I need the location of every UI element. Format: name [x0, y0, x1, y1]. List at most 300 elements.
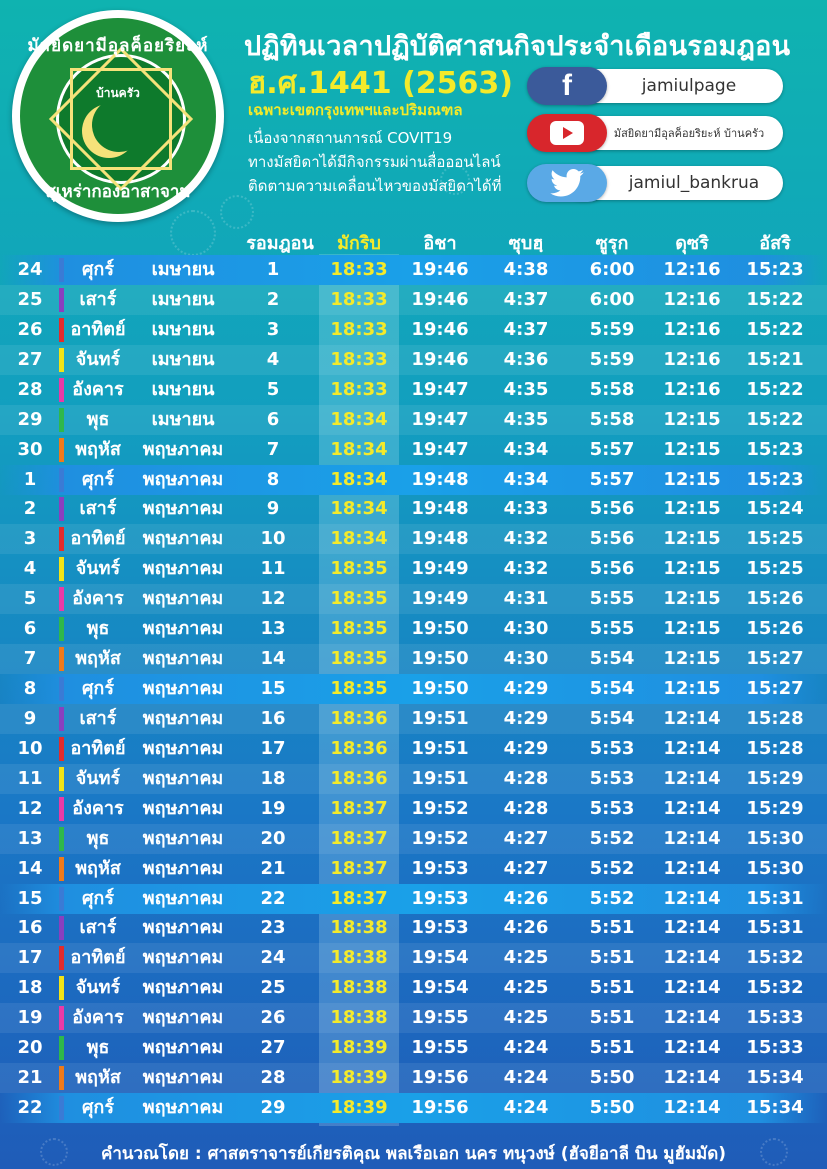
ramadan-cell: 3 — [266, 318, 280, 340]
table-row — [0, 644, 827, 674]
maghrib-cell: 18:33 — [330, 378, 388, 400]
shuruq-cell: 5:53 — [589, 767, 635, 789]
month-cell: พฤษภาคม — [142, 917, 224, 939]
zuhr-cell: 12:14 — [663, 797, 721, 819]
table-row — [0, 824, 827, 854]
table-row — [0, 255, 827, 285]
ramadan-cell: 7 — [266, 438, 280, 460]
month-cell: พฤษภาคม — [142, 887, 224, 909]
asr-cell: 15:26 — [746, 588, 804, 610]
asr-cell: 15:30 — [746, 827, 804, 849]
ramadan-cell: 19 — [260, 797, 286, 819]
zuhr-cell: 12:14 — [663, 947, 721, 969]
isha-cell: 19:54 — [411, 977, 469, 999]
date-cell: 15 — [17, 887, 43, 909]
day-cell: อังคาร — [72, 378, 124, 400]
table-row — [0, 1003, 827, 1033]
shuruq-cell: 5:57 — [589, 468, 635, 490]
asr-cell: 15:23 — [746, 468, 804, 490]
table-row — [0, 1033, 827, 1063]
shuruq-cell: 5:56 — [589, 528, 635, 550]
maghrib-cell: 18:33 — [330, 348, 388, 370]
ramadan-cell: 10 — [260, 528, 286, 550]
date-cell: 24 — [17, 259, 43, 280]
month-cell: พฤษภาคม — [142, 707, 224, 729]
maghrib-cell: 18:34 — [330, 498, 388, 520]
table-row — [0, 345, 827, 375]
isha-cell: 19:55 — [411, 1037, 469, 1059]
zuhr-cell: 12:16 — [663, 348, 721, 370]
shuruq-cell: 5:55 — [589, 618, 635, 640]
logo-bottom-text: สุเหร่ากองอาสาจาม — [45, 182, 191, 202]
isha-cell: 19:50 — [411, 618, 469, 640]
asr-cell: 15:31 — [746, 887, 804, 909]
follow-note: ติดตามความเคลื่อนไหวของมัสยิดาได้ที่ — [248, 177, 502, 195]
shuruq-cell: 5:52 — [589, 887, 635, 909]
isha-cell: 19:47 — [411, 378, 469, 400]
ramadan-cell: 14 — [260, 648, 286, 670]
subh-cell: 4:37 — [503, 318, 549, 340]
day-cell: พฤหัส — [75, 438, 121, 460]
facebook-handle[interactable]: jamiulpage — [565, 69, 783, 103]
table-row — [0, 764, 827, 794]
month-cell: พฤษภาคม — [142, 678, 224, 700]
logo-middle-text: บ้านครัว — [96, 86, 140, 100]
date-cell: 28 — [17, 378, 43, 400]
asr-cell: 15:22 — [746, 378, 804, 400]
zuhr-cell: 12:14 — [663, 707, 721, 729]
table-row — [0, 614, 827, 644]
twitter-icon[interactable] — [527, 164, 607, 202]
zuhr-cell: 12:15 — [663, 648, 721, 670]
isha-cell: 19:46 — [411, 288, 469, 310]
maghrib-cell: 18:37 — [330, 857, 388, 879]
day-cell: อาทิตย์ — [70, 737, 126, 759]
header-zuhr: ดุซริ — [675, 233, 709, 254]
ramadan-cell: 18 — [260, 767, 286, 789]
asr-cell: 15:30 — [746, 857, 804, 879]
isha-cell: 19:50 — [411, 678, 469, 700]
ramadan-cell: 29 — [260, 1097, 286, 1119]
maghrib-cell: 18:39 — [330, 1097, 388, 1119]
asr-cell: 15:28 — [746, 737, 804, 759]
header-isha: อิชา — [423, 233, 457, 254]
ramadan-cell: 11 — [260, 558, 286, 580]
zuhr-cell: 12:14 — [663, 1067, 721, 1089]
shuruq-cell: 5:54 — [589, 707, 635, 729]
maghrib-cell: 18:34 — [330, 408, 388, 430]
date-cell: 20 — [17, 1037, 43, 1059]
twitter-handle[interactable]: jamiul_bankrua — [565, 166, 783, 200]
month-cell: เมษายน — [151, 408, 215, 430]
asr-cell: 15:28 — [746, 707, 804, 729]
maghrib-cell: 18:35 — [330, 648, 388, 670]
mosque-logo — [12, 10, 224, 222]
date-cell: 3 — [23, 528, 37, 550]
month-cell: พฤษภาคม — [142, 1097, 224, 1119]
isha-cell: 19:48 — [411, 528, 469, 550]
shuruq-cell: 6:00 — [589, 259, 635, 280]
table-row — [0, 1063, 827, 1093]
date-cell: 13 — [17, 827, 43, 849]
date-cell: 29 — [17, 408, 43, 430]
day-cell: เสาร์ — [79, 288, 117, 310]
zuhr-cell: 12:15 — [663, 528, 721, 550]
asr-cell: 15:29 — [746, 797, 804, 819]
logo-top-text: มัสยิดยามีอุลค็อยริยะห์ — [27, 36, 209, 56]
zuhr-cell: 12:14 — [663, 827, 721, 849]
day-cell: พุธ — [86, 1037, 110, 1059]
isha-cell: 19:51 — [411, 767, 469, 789]
date-cell: 17 — [17, 947, 43, 969]
zuhr-cell: 12:16 — [663, 259, 721, 280]
maghrib-cell: 18:35 — [330, 558, 388, 580]
isha-cell: 19:53 — [411, 917, 469, 939]
subh-cell: 4:30 — [503, 618, 549, 640]
asr-cell: 15:33 — [746, 1037, 804, 1059]
ramadan-cell: 17 — [260, 737, 286, 759]
ramadan-cell: 4 — [266, 348, 280, 370]
zuhr-cell: 12:15 — [663, 408, 721, 430]
day-cell: อาทิตย์ — [70, 947, 126, 969]
ramadan-cell: 27 — [260, 1037, 286, 1059]
maghrib-cell: 18:39 — [330, 1067, 388, 1089]
subh-cell: 4:27 — [503, 827, 549, 849]
table-row — [0, 375, 827, 405]
day-cell: พุธ — [86, 827, 110, 849]
day-cell: อาทิตย์ — [70, 318, 126, 340]
ramadan-cell: 16 — [260, 707, 286, 729]
isha-cell: 19:53 — [411, 887, 469, 909]
online-note: ทางมัสยิดาได้มีกิจกรรมผ่านสื่อออนไลน์ — [248, 153, 501, 171]
zuhr-cell: 12:15 — [663, 588, 721, 610]
shuruq-cell: 5:56 — [589, 498, 635, 520]
ramadan-cell: 8 — [266, 468, 280, 490]
shuruq-cell: 5:51 — [589, 917, 635, 939]
zuhr-cell: 12:14 — [663, 857, 721, 879]
subh-cell: 4:37 — [503, 288, 549, 310]
maghrib-cell: 18:33 — [330, 318, 388, 340]
ramadan-cell: 5 — [266, 378, 280, 400]
covid-note: เนื่องจากสถานการณ์ COVIT19 — [248, 129, 453, 147]
day-cell: อังคาร — [72, 588, 124, 610]
subh-cell: 4:32 — [503, 558, 549, 580]
day-cell: จันทร์ — [75, 977, 121, 999]
shuruq-cell: 6:00 — [589, 288, 635, 310]
date-cell: 12 — [17, 797, 43, 819]
crescent-moon-icon — [92, 98, 146, 152]
isha-cell: 19:49 — [411, 588, 469, 610]
month-cell: เมษายน — [151, 378, 215, 400]
ramadan-cell: 15 — [260, 678, 286, 700]
asr-cell: 15:25 — [746, 528, 804, 550]
isha-cell: 19:53 — [411, 857, 469, 879]
maghrib-cell: 18:37 — [330, 797, 388, 819]
asr-cell: 15:21 — [746, 348, 804, 370]
subh-cell: 4:25 — [503, 1007, 549, 1029]
maghrib-cell: 18:33 — [330, 288, 388, 310]
month-cell: พฤษภาคม — [142, 1007, 224, 1029]
shuruq-cell: 5:54 — [589, 678, 635, 700]
subh-cell: 4:31 — [503, 588, 549, 610]
header-maghrib: มักริบ — [337, 233, 381, 254]
isha-cell: 19:52 — [411, 827, 469, 849]
header-shuruq: ซูรุก — [595, 233, 629, 254]
shuruq-cell: 5:59 — [589, 318, 635, 340]
asr-cell: 15:31 — [746, 917, 804, 939]
month-cell: พฤษภาคม — [142, 767, 224, 789]
month-cell: พฤษภาคม — [142, 528, 224, 550]
date-cell: 27 — [17, 348, 43, 370]
date-cell: 16 — [17, 917, 43, 939]
subh-cell: 4:35 — [503, 408, 549, 430]
month-cell: เมษายน — [151, 259, 215, 280]
subh-cell: 4:29 — [503, 737, 549, 759]
table-row — [0, 465, 827, 495]
subh-cell: 4:33 — [503, 498, 549, 520]
youtube-icon[interactable] — [527, 114, 607, 152]
virus-decoration-icon — [170, 210, 216, 256]
shuruq-cell: 5:50 — [589, 1067, 635, 1089]
isha-cell: 19:52 — [411, 797, 469, 819]
subh-cell: 4:28 — [503, 797, 549, 819]
table-row — [0, 794, 827, 824]
month-cell: เมษายน — [151, 318, 215, 340]
asr-cell: 15:22 — [746, 318, 804, 340]
asr-cell: 15:27 — [746, 678, 804, 700]
isha-cell: 19:46 — [411, 348, 469, 370]
day-cell: ศุกร์ — [82, 678, 114, 700]
subh-cell: 4:26 — [503, 887, 549, 909]
date-cell: 10 — [17, 737, 43, 759]
ramadan-cell: 21 — [260, 857, 286, 879]
twitter-link[interactable] — [527, 164, 785, 202]
asr-cell: 15:22 — [746, 288, 804, 310]
month-cell: พฤษภาคม — [142, 468, 224, 490]
subh-cell: 4:27 — [503, 857, 549, 879]
shuruq-cell: 5:52 — [589, 827, 635, 849]
virus-decoration-icon — [220, 195, 254, 229]
day-cell: อังคาร — [72, 797, 124, 819]
header-asr: อัสริ — [759, 233, 791, 254]
isha-cell: 19:56 — [411, 1097, 469, 1119]
month-cell: พฤษภาคม — [142, 857, 224, 879]
date-cell: 1 — [23, 468, 37, 490]
zuhr-cell: 12:15 — [663, 678, 721, 700]
zuhr-cell: 12:14 — [663, 767, 721, 789]
day-cell: จันทร์ — [75, 348, 121, 370]
month-cell: พฤษภาคม — [142, 588, 224, 610]
month-cell: พฤษภาคม — [142, 1067, 224, 1089]
zuhr-cell: 12:14 — [663, 1007, 721, 1029]
isha-cell: 19:46 — [411, 318, 469, 340]
zuhr-cell: 12:14 — [663, 1097, 721, 1119]
subh-cell: 4:34 — [503, 468, 549, 490]
isha-cell: 19:51 — [411, 707, 469, 729]
zuhr-cell: 12:14 — [663, 917, 721, 939]
ramadan-cell: 2 — [266, 288, 280, 310]
day-cell: อาทิตย์ — [70, 528, 126, 550]
zuhr-cell: 12:15 — [663, 438, 721, 460]
ramadan-cell: 20 — [260, 827, 286, 849]
shuruq-cell: 5:58 — [589, 408, 635, 430]
asr-cell: 15:23 — [746, 438, 804, 460]
ramadan-cell: 24 — [260, 947, 286, 969]
ramadan-cell: 26 — [260, 1007, 286, 1029]
month-cell: พฤษภาคม — [142, 438, 224, 460]
shuruq-cell: 5:59 — [589, 348, 635, 370]
day-cell: ศุกร์ — [82, 1097, 114, 1119]
subh-cell: 4:24 — [503, 1097, 549, 1119]
date-cell: 21 — [17, 1067, 43, 1089]
isha-cell: 19:48 — [411, 468, 469, 490]
isha-cell: 19:47 — [411, 408, 469, 430]
table-row — [0, 913, 827, 943]
asr-cell: 15:26 — [746, 618, 804, 640]
isha-cell: 19:46 — [411, 259, 469, 280]
month-cell: พฤษภาคม — [142, 1037, 224, 1059]
month-cell: เมษายน — [151, 348, 215, 370]
maghrib-cell: 18:35 — [330, 588, 388, 610]
day-cell: ศุกร์ — [82, 468, 114, 490]
date-cell: 18 — [17, 977, 43, 999]
maghrib-cell: 18:37 — [330, 827, 388, 849]
facebook-icon[interactable]: f — [527, 67, 607, 105]
area-note: เฉพาะเขตกรุงเทพฯและปริมณฑล — [248, 101, 463, 119]
maghrib-cell: 18:38 — [330, 917, 388, 939]
month-cell: เมษายน — [151, 288, 215, 310]
date-cell: 26 — [17, 318, 43, 340]
shuruq-cell: 5:51 — [589, 1007, 635, 1029]
table-row — [0, 435, 827, 465]
subh-cell: 4:24 — [503, 1067, 549, 1089]
zuhr-cell: 12:15 — [663, 558, 721, 580]
subh-cell: 4:29 — [503, 678, 549, 700]
youtube-link[interactable] — [527, 114, 785, 152]
table-row — [0, 674, 827, 704]
asr-cell: 15:32 — [746, 947, 804, 969]
shuruq-cell: 5:53 — [589, 737, 635, 759]
maghrib-cell: 18:38 — [330, 977, 388, 999]
date-cell: 14 — [17, 857, 43, 879]
date-cell: 5 — [23, 588, 37, 610]
subh-cell: 4:32 — [503, 528, 549, 550]
maghrib-cell: 18:34 — [330, 528, 388, 550]
maghrib-cell: 18:38 — [330, 1007, 388, 1029]
day-cell: เสาร์ — [79, 707, 117, 729]
facebook-link[interactable] — [527, 67, 785, 105]
youtube-channel[interactable]: มัสยิดยามีอุลค็อยริยะห์ บ้านครัว — [565, 116, 783, 150]
isha-cell: 19:48 — [411, 498, 469, 520]
asr-cell: 15:32 — [746, 977, 804, 999]
asr-cell: 15:25 — [746, 558, 804, 580]
date-cell: 25 — [17, 288, 43, 310]
date-cell: 22 — [17, 1097, 43, 1119]
date-cell: 11 — [17, 767, 43, 789]
maghrib-cell: 18:35 — [330, 678, 388, 700]
asr-cell: 15:23 — [746, 259, 804, 280]
isha-cell: 19:50 — [411, 648, 469, 670]
day-cell: ศุกร์ — [82, 259, 114, 280]
month-cell: พฤษภาคม — [142, 558, 224, 580]
table-row — [0, 584, 827, 614]
maghrib-cell: 18:36 — [330, 707, 388, 729]
date-cell: 30 — [17, 438, 43, 460]
table-row — [0, 494, 827, 524]
month-cell: พฤษภาคม — [142, 737, 224, 759]
header-subh: ซุบฮฺ — [508, 233, 544, 254]
table-row — [0, 884, 827, 914]
month-cell: พฤษภาคม — [142, 648, 224, 670]
date-cell: 6 — [23, 618, 37, 640]
day-cell: เสาร์ — [79, 917, 117, 939]
isha-cell: 19:47 — [411, 438, 469, 460]
date-cell: 9 — [23, 707, 37, 729]
subh-cell: 4:30 — [503, 648, 549, 670]
hijri-year: ฮ.ศ.1441 (2563) — [248, 66, 514, 101]
subh-cell: 4:25 — [503, 947, 549, 969]
day-cell: พุธ — [86, 408, 110, 430]
asr-cell: 15:27 — [746, 648, 804, 670]
maghrib-cell: 18:33 — [330, 259, 388, 280]
header-ramadan: รอมฎอน — [246, 233, 314, 254]
subh-cell: 4:24 — [503, 1037, 549, 1059]
table-row — [0, 524, 827, 554]
ramadan-cell: 1 — [266, 259, 280, 280]
day-cell: ศุกร์ — [82, 887, 114, 909]
maghrib-cell: 18:35 — [330, 618, 388, 640]
day-cell: พุธ — [86, 618, 110, 640]
ramadan-cell: 22 — [260, 887, 286, 909]
zuhr-cell: 12:16 — [663, 318, 721, 340]
shuruq-cell: 5:50 — [589, 1097, 635, 1119]
table-row — [0, 734, 827, 764]
month-cell: พฤษภาคม — [142, 498, 224, 520]
table-row — [0, 554, 827, 584]
table-row — [0, 943, 827, 973]
subh-cell: 4:26 — [503, 917, 549, 939]
isha-cell: 19:54 — [411, 947, 469, 969]
page-title: ปฏิทินเวลาปฏิบัติศาสนกิจประจำเดือนรอมฎอน — [244, 31, 791, 62]
shuruq-cell: 5:51 — [589, 977, 635, 999]
month-cell: พฤษภาคม — [142, 797, 224, 819]
date-cell: 2 — [23, 498, 37, 520]
maghrib-cell: 18:39 — [330, 1037, 388, 1059]
table-row — [0, 285, 827, 315]
zuhr-cell: 12:14 — [663, 1037, 721, 1059]
ramadan-cell: 6 — [266, 408, 280, 430]
zuhr-cell: 12:14 — [663, 887, 721, 909]
shuruq-cell: 5:57 — [589, 438, 635, 460]
maghrib-cell: 18:34 — [330, 438, 388, 460]
day-cell: พฤหัส — [75, 648, 121, 670]
asr-cell: 15:22 — [746, 408, 804, 430]
table-row — [0, 973, 827, 1003]
zuhr-cell: 12:16 — [663, 378, 721, 400]
isha-cell: 19:51 — [411, 737, 469, 759]
subh-cell: 4:36 — [503, 348, 549, 370]
zuhr-cell: 12:16 — [663, 288, 721, 310]
ramadan-cell: 9 — [266, 498, 280, 520]
calculated-by: คำนวณโดย : ศาสตราจารย์เกียรติคุณ พลเรือเอก นคร ทนุวงษ์ (ฮัจยีอาลี บิน มูฮัมมัด) — [100, 1144, 727, 1164]
date-cell: 4 — [23, 558, 37, 580]
shuruq-cell: 5:52 — [589, 857, 635, 879]
table-row — [0, 854, 827, 884]
date-cell: 8 — [23, 678, 37, 700]
shuruq-cell: 5:56 — [589, 558, 635, 580]
table-row — [0, 405, 827, 435]
shuruq-cell: 5:54 — [589, 648, 635, 670]
